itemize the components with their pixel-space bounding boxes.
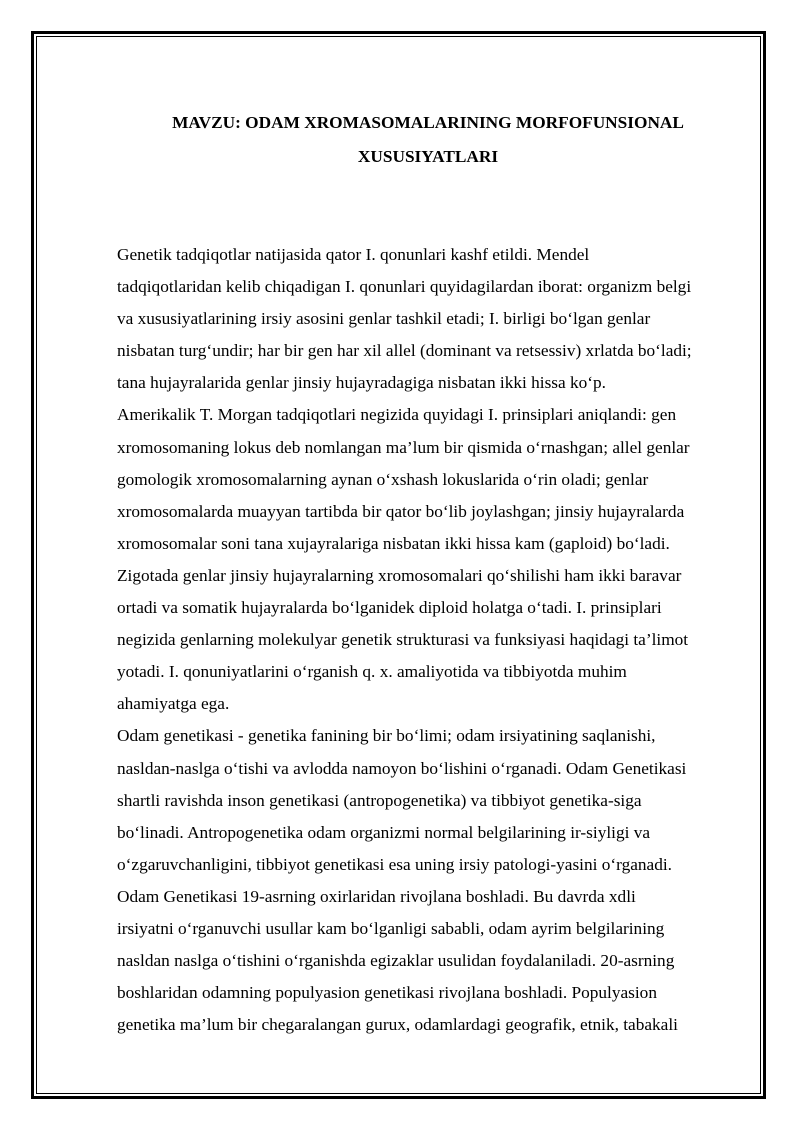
title-line: XUSUSIYATLARI	[357, 147, 499, 166]
body-line: xromosomalar soni tana xujayralariga nisbatan ikki hissa kam (gaploid) bo‘ladi.	[117, 533, 670, 553]
body-line: tana hujayralarida genlar jinsiy hujayradagiga nisbatan ikki hissa ko‘p.	[117, 373, 607, 393]
body-line: genetika ma’lum bir chegaralangan gurux, odamlardagi geografik, etnik, tabakali	[117, 1015, 678, 1035]
body-line: Zigotada genlar jinsiy hujayralarning xromosomalari qo‘shilishi ham ikki baravar	[117, 565, 682, 585]
body-line: va xususiyatlarining irsiy asosini genlar tashkil etadi; I. birligi bo‘lgan genlar	[117, 309, 651, 329]
body-line: Odam Genetikasi 19-asrning oxirlaridan rivojlana boshladi. Bu davrda xdli	[117, 886, 636, 906]
body-line: bo‘linadi. Antropogenetika odam organizmi normal belgilarining ir-siyligi va	[117, 822, 651, 842]
body-line: tadqiqotlaridan kelib chiqadigan I. qonunlari quyidagilardan iborat: organizm belgi	[117, 277, 692, 297]
body-line: nasldan naslga o‘tishini o‘rganishda egizaklar usulidan foydalaniladi. 20-asrning	[117, 951, 675, 971]
body-line: xromosomalarda muayyan tartibda bir qator bo‘lib joylashgan; jinsiy hujayralarda	[117, 501, 685, 521]
body-line: yotadi. I. qonuniyatlarini o‘rganish q. x. amaliyotida va tibbiyotda muhim	[117, 662, 627, 682]
body-line: negizida genlarning molekulyar genetik strukturasi va funksiyasi haqidagi ta’limot	[117, 630, 689, 650]
body-line: irsiyatni o‘rganuvchi usullar kam bo‘lganligi sababli, odam ayrim belgilarining	[117, 918, 665, 938]
body-line: Odam genetikasi - genetika fanining bir bo‘limi; odam irsiyatining saqlanishi,	[117, 726, 656, 746]
body-line: Amerikalik T. Morgan tadqiqotlari negizida quyidagi I. prinsiplari aniqlandi: gen	[117, 405, 677, 425]
body-line: ahamiyatga ega.	[117, 694, 230, 714]
body-line: nasldan-naslga o‘tishi va avlodda namoyon bo‘lishini o‘rganadi. Odam Genetikasi	[117, 758, 687, 778]
document-body	[117, 239, 757, 1041]
body-line: boshlaridan odamning populyasion genetikasi rivojlana boshladi. Populyasion	[117, 983, 657, 1003]
body-line: Genetik tadqiqotlar natijasida qator I. qonunlari kashf etildi. Mendel	[117, 245, 590, 264]
body-line: gomologik xromosomalarning aynan o‘xshash lokuslarida o‘rin oladi; genlar	[117, 469, 649, 489]
body-line: xromosomaning lokus deb nomlangan ma’lum bir qismida o‘rnashgan; allel genlar	[117, 437, 690, 457]
title-line: MAVZU: ODAM XROMASOMALARINING MORFOFUNSIONAL	[172, 113, 684, 132]
document-title	[118, 106, 738, 174]
body-line: nisbatan turg‘undir; har bir gen har xil allel (dominant va retsessiv) xrlatda bo‘ladi;	[117, 341, 692, 361]
body-line: shartli ravishda inson genetikasi (antropogenetika) va tibbiyot genetika-siga	[117, 790, 642, 810]
body-line: ortadi va somatik hujayralarda bo‘lganidek diploid holatga o‘tadi. I. prinsiplari	[117, 598, 662, 618]
body-line: o‘zgaruvchanligini, tibbiyot genetikasi esa uning irsiy patologi-yasini o‘rganadi.	[117, 854, 672, 874]
